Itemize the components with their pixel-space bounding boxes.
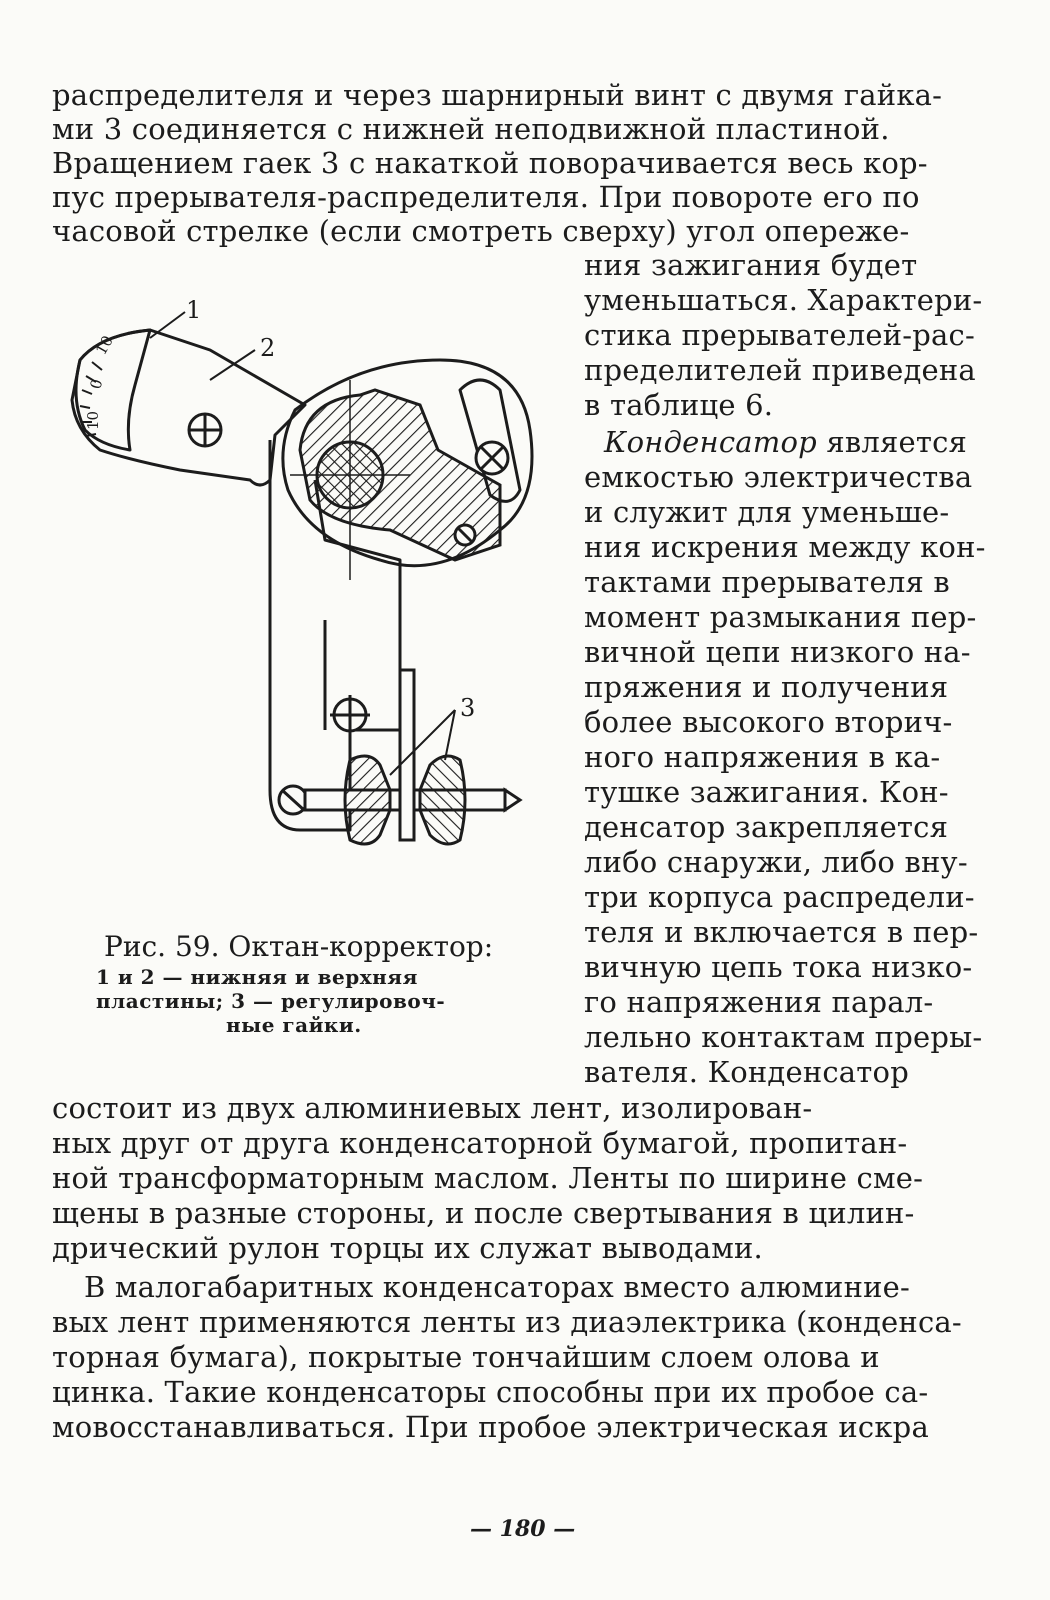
text-line: либо снаружи, либо вну- (584, 845, 968, 879)
text-line: пус прерывателя-распределителя. При повороте его по (52, 180, 920, 214)
text-line: тушке зажигания. Кон- (584, 775, 949, 809)
text-line: пряжения и получения (584, 670, 949, 704)
text-line: в таблице 6. (584, 388, 774, 422)
text-line: часовой стрелке (если смотреть сверху) угол опереже- (52, 214, 910, 248)
capacitor-paragraph-start (604, 425, 967, 459)
text-line: и служит для уменьше- (584, 495, 950, 529)
text-line: ния зажигания будет (584, 248, 918, 282)
text-line: лельно контактам преры- (584, 1020, 983, 1054)
text-line: В малогабаритных конденсаторах вместо алюминие- (84, 1270, 911, 1304)
figure-label-1: 1 (186, 296, 202, 324)
text-line: ных друг от друга конденсаторной бумагой, пропитан- (52, 1126, 908, 1160)
adjusting-nut-right (420, 756, 465, 844)
text-line: мовосстанавливаться. При пробое электрическая искра (52, 1410, 929, 1444)
text-line: уменьшаться. Характери- (584, 283, 983, 317)
text-line: емкостью электричества (584, 460, 973, 494)
italic-term-rest: является (816, 425, 968, 459)
text-line: вичную цепь тока низко- (584, 950, 973, 984)
text-line: вичной цепи низкого на- (584, 635, 971, 669)
text-line: го напряжения парал- (584, 985, 934, 1019)
text-line: стика прерывателей-рас- (584, 318, 975, 352)
text-line: торная бумага), покрытые тончайшим слоем олова и (52, 1340, 880, 1374)
scale-mark: 10 (91, 332, 118, 358)
adjusting-nut-left (345, 756, 390, 844)
page-number: — 180 — (470, 1516, 576, 1542)
italic-term: Конденсатор (604, 425, 817, 459)
text-line: распределителя и через шарнирный винт с двумя гайка- (52, 78, 943, 112)
text-line: цинка. Такие конденсаторы способны при их пробое са- (52, 1375, 929, 1409)
text-line: пределителей приведена (584, 353, 976, 387)
scale-mark: 0 (86, 377, 107, 392)
text-line: Вращением гаек 3 с накаткой поворачивается весь кор- (52, 146, 928, 180)
plate-tab (400, 670, 414, 840)
text-line: теля и включается в пер- (584, 915, 979, 949)
text-line: тактами прерывателя в (584, 565, 950, 599)
figure-caption-line: 1 и 2 — нижняя и верхняя (96, 965, 418, 989)
figure-label-2: 2 (260, 334, 276, 362)
scale-mark: 10 (84, 410, 102, 430)
text-line: три корпуса распредели- (584, 880, 975, 914)
text-line: состоит из двух алюминиевых лент, изолирован- (52, 1091, 813, 1125)
text-line: момент размыкания пер- (584, 600, 977, 634)
figure-caption-title: Рис. 59. Октан-корректор: (104, 930, 494, 963)
text-line: вателя. Конденсатор (584, 1055, 909, 1089)
figure-caption-line: ные гайки. (226, 1013, 362, 1037)
text-line: более высокого вторич- (584, 705, 953, 739)
text-line: денсатор закрепляется (584, 810, 949, 844)
text-line: ми 3 соединяется с нижней неподвижной пластиной. (52, 112, 890, 146)
figure-label-3: 3 (460, 694, 476, 722)
text-line: ния искрения между кон- (584, 530, 986, 564)
text-line: дрический рулон торцы их служат выводами. (52, 1231, 763, 1265)
octane-corrector-figure (60, 290, 540, 890)
text-line: ной трансформаторным маслом. Ленты по ширине сме- (52, 1161, 924, 1195)
text-line: щены в разные стороны, и после свертывания в цилин- (52, 1196, 915, 1230)
text-line: вых лент применяются ленты из диаэлектрика (конденса- (52, 1305, 962, 1339)
text-line: ного напряжения в ка- (584, 740, 941, 774)
figure-caption-line: пластины; 3 — регулировоч- (96, 989, 446, 1013)
